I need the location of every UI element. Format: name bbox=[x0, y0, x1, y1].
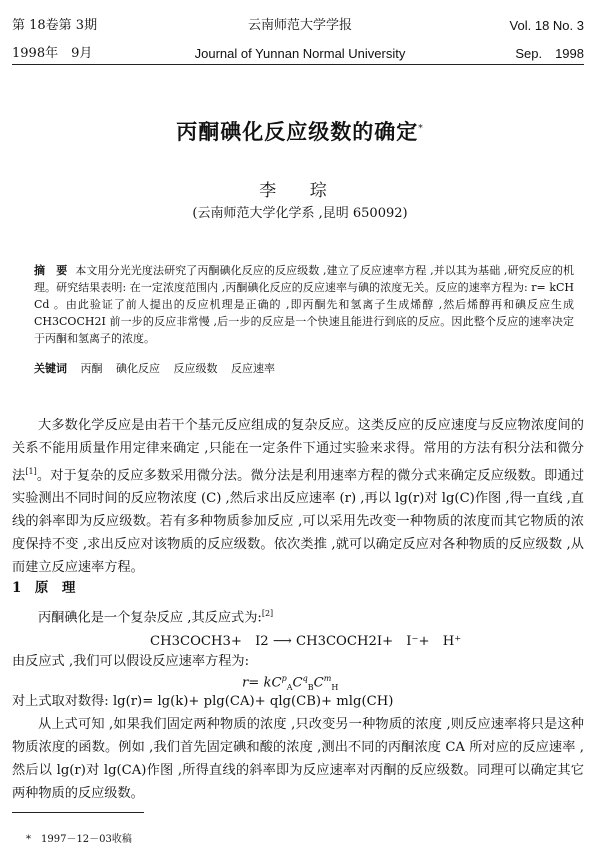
author: 李 琮 bbox=[259, 181, 341, 201]
log-prefix: 对上式取对数得: bbox=[12, 694, 113, 709]
journal-month-year: Sep. 1998 bbox=[515, 46, 584, 61]
log-equation: lg(r)= lg(k)+ plg(CA)+ qlg(CB)+ mlg(CH) bbox=[112, 694, 394, 709]
journal-name-cn: 云南师范大学学报 bbox=[247, 18, 352, 33]
reaction-equation: CH3COCH3+ I2 ⟶ CH3COCH2I+ I⁻+ H⁺ bbox=[150, 634, 462, 649]
journal-name-en: Journal of Yunnan Normal University bbox=[194, 46, 406, 61]
principle-line-1 bbox=[38, 604, 273, 628]
section-heading: 1 原 理 bbox=[12, 580, 76, 596]
abstract-label: 摘 要 bbox=[34, 264, 68, 277]
principle-paragraph: 从上式可知 ,如果我们固定两种物质的浓度 ,只改变另一种物质的浓度 ,则反应速率将只是这种物质浓度的函数。例如 ,我们首先固定碘和酸的浓度 ,测出不同的丙酮浓度 CA 所对应的反应速率 ,然后以 lg(r)对 lg(CA)作图 ,所得直线的斜率即为反应速率对丙酮的反应级数。同理可以确定其它两种物质的反应级数。 bbox=[12, 717, 584, 801]
journal-date: 1998年 9月 bbox=[12, 46, 93, 61]
keywords bbox=[34, 360, 574, 377]
rate-equation: $r= kC^p_AC^q_BC^m_H$ bbox=[242, 674, 339, 693]
paper-title bbox=[0, 116, 600, 146]
journal-issue: 第 18卷第 3期 bbox=[12, 18, 98, 33]
journal-volume: Vol. 18 No. 3 bbox=[509, 18, 584, 33]
footnote-rule bbox=[12, 812, 144, 813]
principle-line-3 bbox=[12, 692, 393, 712]
keywords-label: 关键词 bbox=[34, 362, 67, 375]
title-footnote-mark: * bbox=[418, 124, 424, 134]
intro-text-1: 大多数化学反应是由若干个基元反应组成的复杂反应。这类反应的反应速度与反应物浓度间的关系不能用质量作用定律来确定 ,只能在一定条件下通过实验来求得。常用的方法有积分法和微分法 bbox=[12, 418, 584, 484]
keyword: 丙酮 bbox=[80, 362, 103, 375]
intro-text-2: 。对于复杂的反应多数采用微分法。微分法是利用速率方程的微分式来确定反应级数。即通过实验测出不同时间的反应物浓度 (C) ,然后求出反应速率 (r) ,再以 lg(r)对 lg(C)作图 ,得一直线 ,直线的斜率即为反应级数。若有多种物质参加反应 ,可以采用先改变一种物质的浓度而其它物质的浓度保持不变 ,求出反应对该物质的反应级数。依次类推 ,就可以确定反应对各种物质的反应级数 ,从而建立反应速率方程。 bbox=[12, 468, 585, 576]
intro-paragraph bbox=[12, 414, 584, 579]
citation: [2] bbox=[261, 609, 274, 618]
keyword: 反应级数 bbox=[173, 362, 218, 375]
principle-text-1: 丙酮碘化是一个复杂反应 ,其反应式为: bbox=[38, 610, 262, 626]
rate-equation-text: r= kC bbox=[242, 675, 282, 691]
paper-title-text: 丙酮碘化反应级数的确定 bbox=[176, 119, 419, 144]
affiliation: (云南师范大学化学系 ,昆明 650092) bbox=[192, 206, 408, 221]
principle-line-2: 由反应式 ,我们可以假设反应速率方程为: bbox=[12, 654, 250, 669]
keyword: 反应速率 bbox=[231, 362, 275, 375]
abstract bbox=[34, 262, 574, 347]
keyword: 碘化反应 bbox=[116, 362, 160, 375]
citation: [1] bbox=[25, 467, 37, 476]
abstract-text: 本文用分光光度法研究了丙酮碘化反应的反应级数 ,建立了反应速率方程 ,并以其为基础 ,研究反应的机理。研究结果表明: 在一定浓度范围内 ,丙酮碘化反应的反应速率与碘的浓度无关。反应的速率方程为: r= kCH Cd 。由此验证了前人提出的反应机理是正确的 ,即丙酮先和氢离子生成烯醇 ,然后烯醇再和碘反应生成 CH3COCH2I 前一步的反应非常慢 ,后一步的反应是一个快速且能进行到底的反应。因此整个反应的速率决定于丙酮和氢离子的浓度。 bbox=[34, 264, 574, 345]
footnote: * 1997－12－03收稿 bbox=[26, 834, 132, 845]
header-rule bbox=[12, 64, 584, 65]
